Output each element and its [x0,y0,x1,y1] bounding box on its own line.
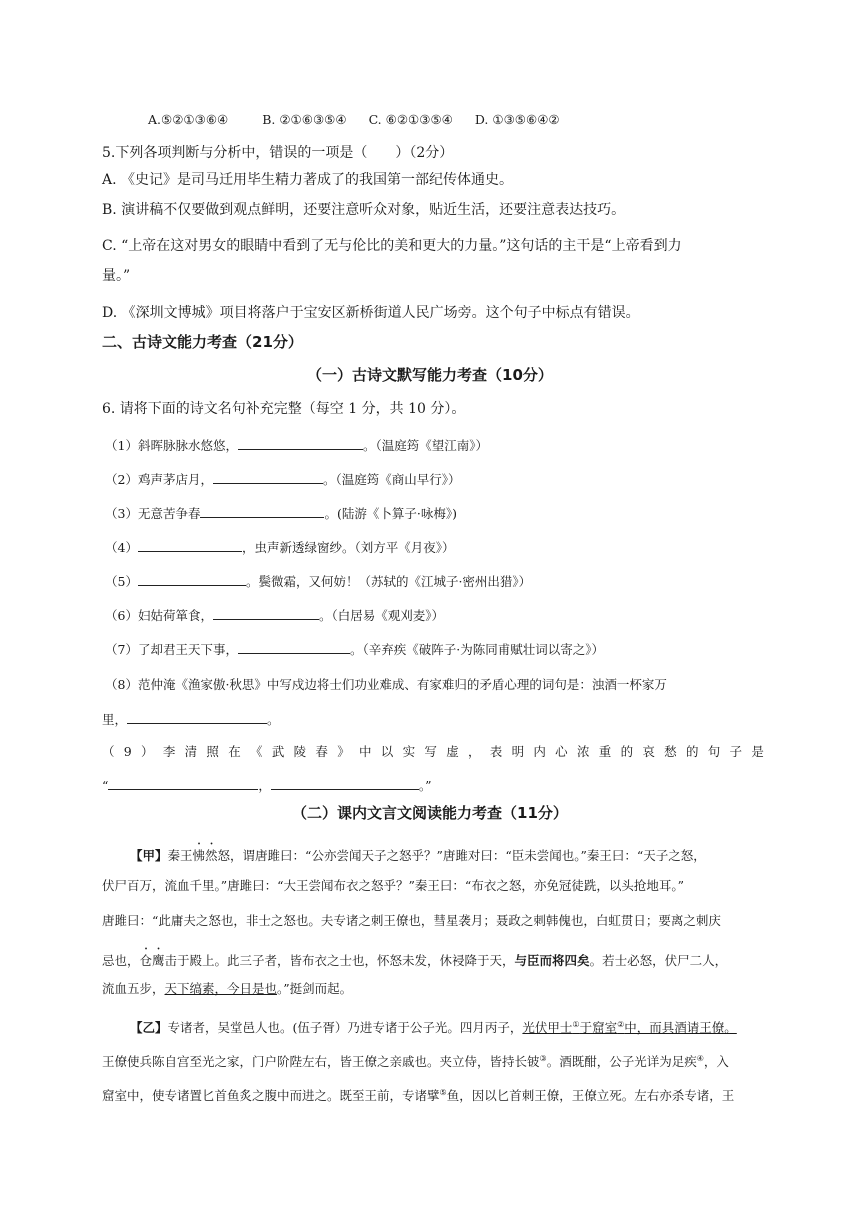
answer-blank[interactable] [138,572,246,586]
option-b: B. ②①⑥③⑤④ [262,112,347,127]
item-9-char: 》 [337,744,350,759]
item-8-end: 。 [267,712,280,727]
options-line [148,111,560,129]
answer-blank[interactable] [213,470,323,484]
item-8-text: 里， [102,712,128,727]
passage-yi-line-2 [102,1050,729,1071]
bold-phrase: 与臣而将四矣 [514,953,590,968]
q5-option-b: B. 演讲稿不仅要做到观点鲜明，还要注意听众对象，贴近生活，还要注意表达技巧。 [102,202,626,218]
passage-text: ，入 [703,1054,729,1070]
item-9-char: ） [141,744,154,759]
item-9-char: 内 [533,744,546,759]
passage-text: 专诸者，吴堂邑人也。(伍子胥）乃进专诸于公子光。四月丙子， [167,1020,523,1036]
item-9-char: 清 [184,744,198,759]
item-9-char: 9 [123,744,132,759]
item-9-char: 的 [685,744,699,759]
item-2-text: （2）鸡声茅店月， [105,472,213,487]
passage-jia-line-1 [130,841,706,865]
marked-word: 仓鹰 [139,953,165,968]
q5-option-d: D. 《深圳文博城》项目将落户于宝安区新桥街道人民广场旁。这个句子中标点有错误。 [102,305,640,321]
q5-option-c-line1: C. “上帝在这对男女的眼睛中看到了无与伦比的美和更大的力量。”这句话的主干是“上帝看到力 [102,238,682,254]
answer-blank[interactable] [238,640,350,654]
item-9-char: 实 [402,744,416,759]
item-9-char: 照 [206,744,219,759]
quote-open: “ [102,778,109,793]
q6-stem: 6. 请将下面的诗文名句补充完整（每空 1 分，共 10 分）。 [102,401,466,417]
underlined-phrase: 天下缟素，今日是也 [164,981,278,996]
underlined-phrase: 中，而具酒请王僚。 [624,1020,737,1036]
fill-item-8-line2 [102,710,280,729]
fill-item-6 [105,606,444,625]
item-9-char: 子 [729,744,743,759]
fill-item-9-line2 [102,776,432,795]
item-9-char: 李 [162,744,176,759]
passage-text: 流血五步， [102,981,165,996]
item-1-text: （1）斜晖脉脉水悠悠， [105,438,238,453]
item-9-char: ， [467,744,481,759]
q5-option-a: A. 《史记》是司马迁用毕生精力著成了的我国第一部纪传体通史。 [102,172,514,188]
underlined-phrase: 光伏甲士 [522,1020,573,1036]
answer-blank[interactable] [238,436,363,450]
item-2-source: 。（温庭筠《商山早行》） [322,472,461,487]
item-9-char: 中 [359,744,372,759]
fill-item-3 [105,504,457,523]
passage-tag: 【乙】 [130,1020,168,1036]
fill-item-8-line1: （8）范仲淹《渔家傲·秋思》中写戍边将士们功业难成、有家难归的矛盾心理的词句是：浊酒一杯家万 [105,677,667,692]
passage-text: 。”挺剑而起。 [277,981,353,996]
answer-blank[interactable] [138,538,242,552]
answer-blank[interactable] [108,776,258,790]
passage-text: 鱼，因以匕首刺王僚，王僚立死。左右亦杀专诸，王 [446,1088,735,1104]
item-9-char: 重 [598,744,612,759]
quote-close: 。” [418,778,432,793]
footnote-marker: ③ [539,1054,547,1063]
passage-jia-line-5 [102,980,352,998]
item-9-char: （ [102,744,115,759]
item-9-char: 是 [751,744,764,759]
answer-blank[interactable] [200,504,324,518]
passage-yi-line-1 [130,1016,737,1037]
item-6-text: （6）妇姑荷箪食， [105,608,213,623]
subsection-heading-1: （一）古诗文默写能力考查（10分） [307,366,553,384]
item-4-text: （4） [105,540,138,555]
marked-word: 怫然 [192,848,218,863]
footnote-marker: ⑤ [439,1088,447,1097]
item-9-char: 哀 [642,744,655,759]
q5-option-c-line2: 量。” [102,268,131,284]
passage-jia-line-4 [102,946,727,970]
answer-blank[interactable] [213,606,319,620]
footnote-marker: ① [572,1020,580,1029]
passage-tag: 【甲】 [130,848,168,863]
passage-jia-line-3: 唐雎曰：“此庸夫之怒也，非士之怒也。夫专诸之刺王僚也，彗星袭月；聂政之刺韩傀也，白虹贯日；要离之刺庆 [102,913,721,928]
fill-item-5 [105,572,531,591]
option-d: D. ①③⑤⑥④② [474,112,560,127]
footnote-marker: ④ [696,1054,704,1063]
fill-item-7 [105,640,604,659]
item-1-source: 。（温庭筠《望江南》） [362,438,488,453]
item-9-char: 在 [228,744,241,759]
option-c: C. ⑥②①③⑤④ [368,112,453,127]
item-6-source: 。（白居易《观刈麦》） [318,608,444,623]
fill-item-2 [105,470,460,489]
section-heading: 二、古诗文能力考查（21分） [102,333,303,351]
item-9-char: 明 [511,744,525,759]
answer-blank[interactable] [127,710,267,724]
item-3-source: 。(陆游《卜算子·咏梅》) [324,506,457,521]
passage-text: 秦王 [167,848,193,863]
item-9-char: 浓 [576,744,590,759]
item-4-source: ，虫声新透绿窗纱。（刘方平《月夜》） [241,540,455,555]
item-9-char: 虚 [446,744,459,759]
item-9-char: 武 [271,744,285,759]
item-3-text: （3）无意苦争春 [105,506,201,521]
subsection-heading-2: （二）课内文言文阅读能力考查（11分） [292,804,568,822]
item-9-char: 的 [620,744,634,759]
fill-item-1 [105,436,488,455]
passage-text: 。若士必怒，伏尸二人， [589,953,728,968]
underlined-phrase: 于窟室 [579,1020,618,1036]
passage-text: 怒，谓唐雎曰：“公亦尝闻天子之怒乎？”唐雎对曰：“臣未尝闻也。”秦王曰：“天子之怒， [217,848,706,863]
item-9-char: 以 [380,744,394,759]
passage-text: 。酒既酣，公子光详为足疾 [546,1054,697,1070]
item-9-char: 春 [315,744,328,759]
item-9-char: 愁 [664,744,677,759]
item-5-source: 。鬓微霜，又何妨！（苏轼的《江城子·密州出猎》） [245,574,532,589]
passage-text: 击于殿上。此三子者，皆布衣之士也，怀怒未发，休祲降于天， [164,953,515,968]
item-9-char: 陵 [293,744,307,759]
item-7-source: 。（辛弃疾《破阵子·为陈同甫赋壮词以寄之》） [349,642,604,657]
item-9-char: 句 [707,744,721,759]
answer-blank[interactable] [271,776,419,790]
passage-text: 王僚使兵陈自宫至光之家，门户阶陛左右，皆王僚之亲戚也。夹立侍，皆持长铍 [102,1054,540,1070]
item-9-char: 《 [250,744,263,759]
option-a: A.⑤②①③⑥④ [148,112,229,127]
comma: ， [258,778,271,793]
q5-stem: 5.下列各项判断与分析中，错误的一项是（ ）（2分） [102,145,454,161]
item-9-char: 心 [555,744,568,759]
passage-yi-line-3 [102,1084,734,1105]
passage-text: 忌也， [102,953,140,968]
item-7-text: （7）了却君王天下事， [105,642,238,657]
footnote-marker: ② [617,1020,625,1029]
fill-item-9-line1 [102,743,764,761]
item-9-char: 表 [489,744,503,759]
item-5-text: （5） [105,574,138,589]
passage-jia-line-2: 伏尸百万，流血千里。”唐雎曰：“大王尝闻布衣之怒乎？”秦王曰：“布衣之怒，亦免冠徒跣，以头抢地耳。” [102,878,684,893]
item-9-char: 写 [424,744,437,759]
passage-text: 窟室中，使专诸置匕首鱼炙之腹中而进之。既至王前，专诸擘 [102,1088,440,1104]
fill-item-4 [105,538,454,557]
